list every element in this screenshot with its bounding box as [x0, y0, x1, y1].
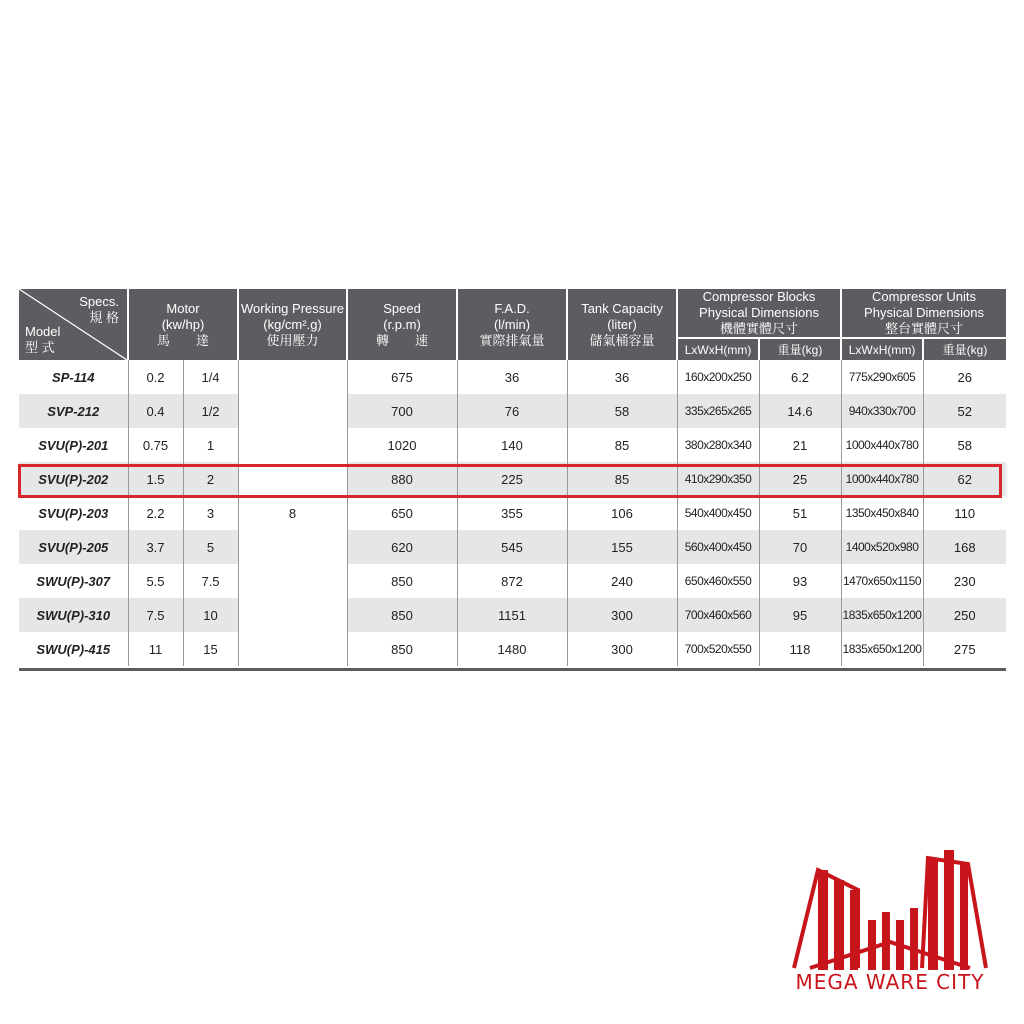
block-weight-cell: 95	[759, 598, 841, 632]
header-unit-dimensions: LxWxH(mm)	[841, 338, 923, 360]
logo-text: MEGA WARE CITY	[795, 970, 985, 994]
block-dimensions-cell: 560x400x450	[677, 530, 759, 564]
block-dimensions-cell: 160x200x250	[677, 360, 759, 394]
motor-kw-cell: 2.2	[128, 496, 183, 530]
header-working-pressure: Working Pressure (kg/cm².g) 使用壓力	[238, 289, 347, 360]
table-row	[19, 598, 1006, 632]
unit-dimensions-cell: 775x290x605	[841, 360, 923, 394]
block-dimensions-cell: 410x290x350	[677, 462, 759, 496]
unit-weight-cell: 250	[923, 598, 1006, 632]
fad-cell: 872	[457, 564, 567, 598]
block-weight-cell: 93	[759, 564, 841, 598]
unit-weight-cell: 62	[923, 462, 1006, 496]
unit-dimensions-cell: 1350x450x840	[841, 496, 923, 530]
unit-dimensions-cell: 940x330x700	[841, 394, 923, 428]
unit-dimensions-cell: 1000x440x780	[841, 462, 923, 496]
speed-cell: 850	[347, 632, 457, 666]
motor-hp-cell: 15	[183, 632, 238, 666]
block-weight-cell: 70	[759, 530, 841, 564]
motor-kw-cell: 7.5	[128, 598, 183, 632]
header-speed: Speed (r.p.m) 轉 速	[347, 289, 457, 360]
unit-weight-cell: 26	[957, 369, 972, 385]
spec-table-body	[19, 360, 1006, 666]
model-cell: SVP-212	[19, 394, 128, 428]
speed-cell: 850	[347, 564, 457, 598]
header-compressor-blocks: Compressor Blocks Physical Dimensions 機體實體尺寸	[677, 289, 841, 338]
block-dimensions-cell: 700x520x550	[677, 632, 759, 666]
tank-cell: 300	[567, 632, 677, 666]
fad-cell: 1151	[457, 598, 567, 632]
tank-cell: 85	[567, 462, 677, 496]
model-cell: SVU(P)-203	[19, 496, 128, 530]
block-weight-cell: 25	[759, 462, 841, 496]
speed-cell: 700	[347, 394, 457, 428]
unit-weight-cell: 58	[957, 437, 972, 453]
header-block-weight: 重量(kg)	[759, 338, 841, 360]
block-weight-cell: 6.2	[759, 360, 841, 394]
header-unit-weight: 重量(kg)	[923, 338, 1006, 360]
model-cell: SWU(P)-415	[19, 632, 128, 666]
unit-dimensions-cell: 1470x650x1150	[841, 564, 923, 598]
fad-cell: 76	[457, 394, 567, 428]
block-dimensions-cell: 700x460x560	[677, 598, 759, 632]
table-row	[19, 496, 1006, 530]
block-weight-cell: 14.6	[759, 394, 841, 428]
tank-cell: 58	[567, 394, 677, 428]
unit-weight-cell: 275	[953, 641, 976, 657]
table-row	[19, 428, 1006, 462]
highlight-box	[18, 464, 1002, 498]
motor-kw-cell: 0.75	[128, 428, 183, 462]
header-model-en: Model	[25, 324, 61, 339]
tank-cell: 85	[567, 428, 677, 462]
motor-kw-cell: 0.2	[128, 360, 183, 394]
fad-cell: 545	[457, 530, 567, 564]
motor-kw-cell: 0.4	[128, 394, 183, 428]
motor-hp-cell: 7.5	[183, 564, 238, 598]
block-dimensions-cell: 540x400x450	[677, 496, 759, 530]
block-dimensions-cell: 650x460x550	[677, 564, 759, 598]
tank-cell: 300	[567, 598, 677, 632]
header-compressor-units: Compressor Units Physical Dimensions 整台實體尺寸	[841, 289, 1006, 338]
motor-hp-cell: 1	[183, 428, 238, 462]
model-cell: SP-114	[19, 360, 128, 394]
motor-kw-cell: 5.5	[128, 564, 183, 598]
unit-dimensions-cell: 1000x440x780	[841, 428, 923, 462]
unit-weight-cell: 230	[953, 573, 976, 589]
model-cell: SVU(P)-205	[19, 530, 128, 564]
header-specs-en: Specs.	[79, 294, 119, 309]
header-model-specs	[19, 289, 128, 360]
header-specs-cn: 規 格	[89, 310, 119, 325]
motor-hp-cell: 2	[183, 462, 238, 496]
speed-cell: 1020	[347, 428, 457, 462]
fad-cell: 36	[457, 360, 567, 394]
model-cell: SVU(P)-201	[19, 428, 128, 462]
speed-cell: 620	[347, 530, 457, 564]
fad-cell: 225	[457, 462, 567, 496]
motor-hp-cell: 1/4	[183, 360, 238, 394]
unit-dimensions-cell: 1835x650x1200	[841, 598, 923, 632]
header-fad: F.A.D. (l/min) 實際排氣量	[457, 289, 567, 360]
tank-cell: 36	[567, 360, 677, 394]
model-cell: SVU(P)-202	[19, 462, 128, 496]
fad-cell: 140	[457, 428, 567, 462]
table-row	[19, 632, 1006, 666]
motor-kw-cell: 1.5	[128, 462, 183, 496]
motor-hp-cell: 10	[183, 598, 238, 632]
header-block-dimensions: LxWxH(mm)	[677, 338, 759, 360]
speed-cell: 650	[347, 496, 457, 530]
motor-kw-cell: 11	[128, 632, 183, 666]
motor-hp-cell: 3	[183, 496, 238, 530]
unit-dimensions-cell: 1400x520x980	[841, 530, 923, 564]
header-tank-capacity: Tank Capacity (liter) 儲氣桶容量	[567, 289, 677, 360]
block-weight-cell: 51	[759, 496, 841, 530]
header-motor: Motor (kw/hp) 馬 達	[128, 289, 238, 360]
table-row	[19, 360, 1006, 394]
motor-hp-cell: 1/2	[183, 394, 238, 428]
speed-cell: 850	[347, 598, 457, 632]
motor-hp-cell: 5	[183, 530, 238, 564]
table-row	[19, 530, 1006, 564]
model-cell: SWU(P)-310	[19, 598, 128, 632]
fad-cell: 1480	[457, 632, 567, 666]
unit-weight-cell: 52	[923, 394, 1006, 428]
header-model-cn: 型 式	[25, 340, 55, 355]
tank-cell: 106	[567, 496, 677, 530]
block-weight-cell: 21	[759, 428, 841, 462]
table-bottom-rule	[19, 668, 1006, 671]
block-weight-cell: 118	[759, 632, 841, 666]
table-row	[19, 394, 1006, 428]
unit-dimensions-cell: 1835x650x1200	[841, 632, 923, 666]
unit-weight-cell: 110	[954, 505, 976, 521]
table-row	[19, 564, 1006, 598]
speed-cell: 880	[347, 462, 457, 496]
block-dimensions-cell: 335x265x265	[677, 394, 759, 428]
working-pressure-cell: 8	[238, 360, 347, 666]
tank-cell: 155	[567, 530, 677, 564]
tank-cell: 240	[567, 564, 677, 598]
fad-cell: 355	[457, 496, 567, 530]
speed-cell: 675	[347, 360, 457, 394]
model-cell: SWU(P)-307	[19, 564, 128, 598]
block-dimensions-cell: 380x280x340	[677, 428, 759, 462]
motor-kw-cell: 3.7	[128, 530, 183, 564]
unit-weight-cell: 168	[923, 530, 1006, 564]
